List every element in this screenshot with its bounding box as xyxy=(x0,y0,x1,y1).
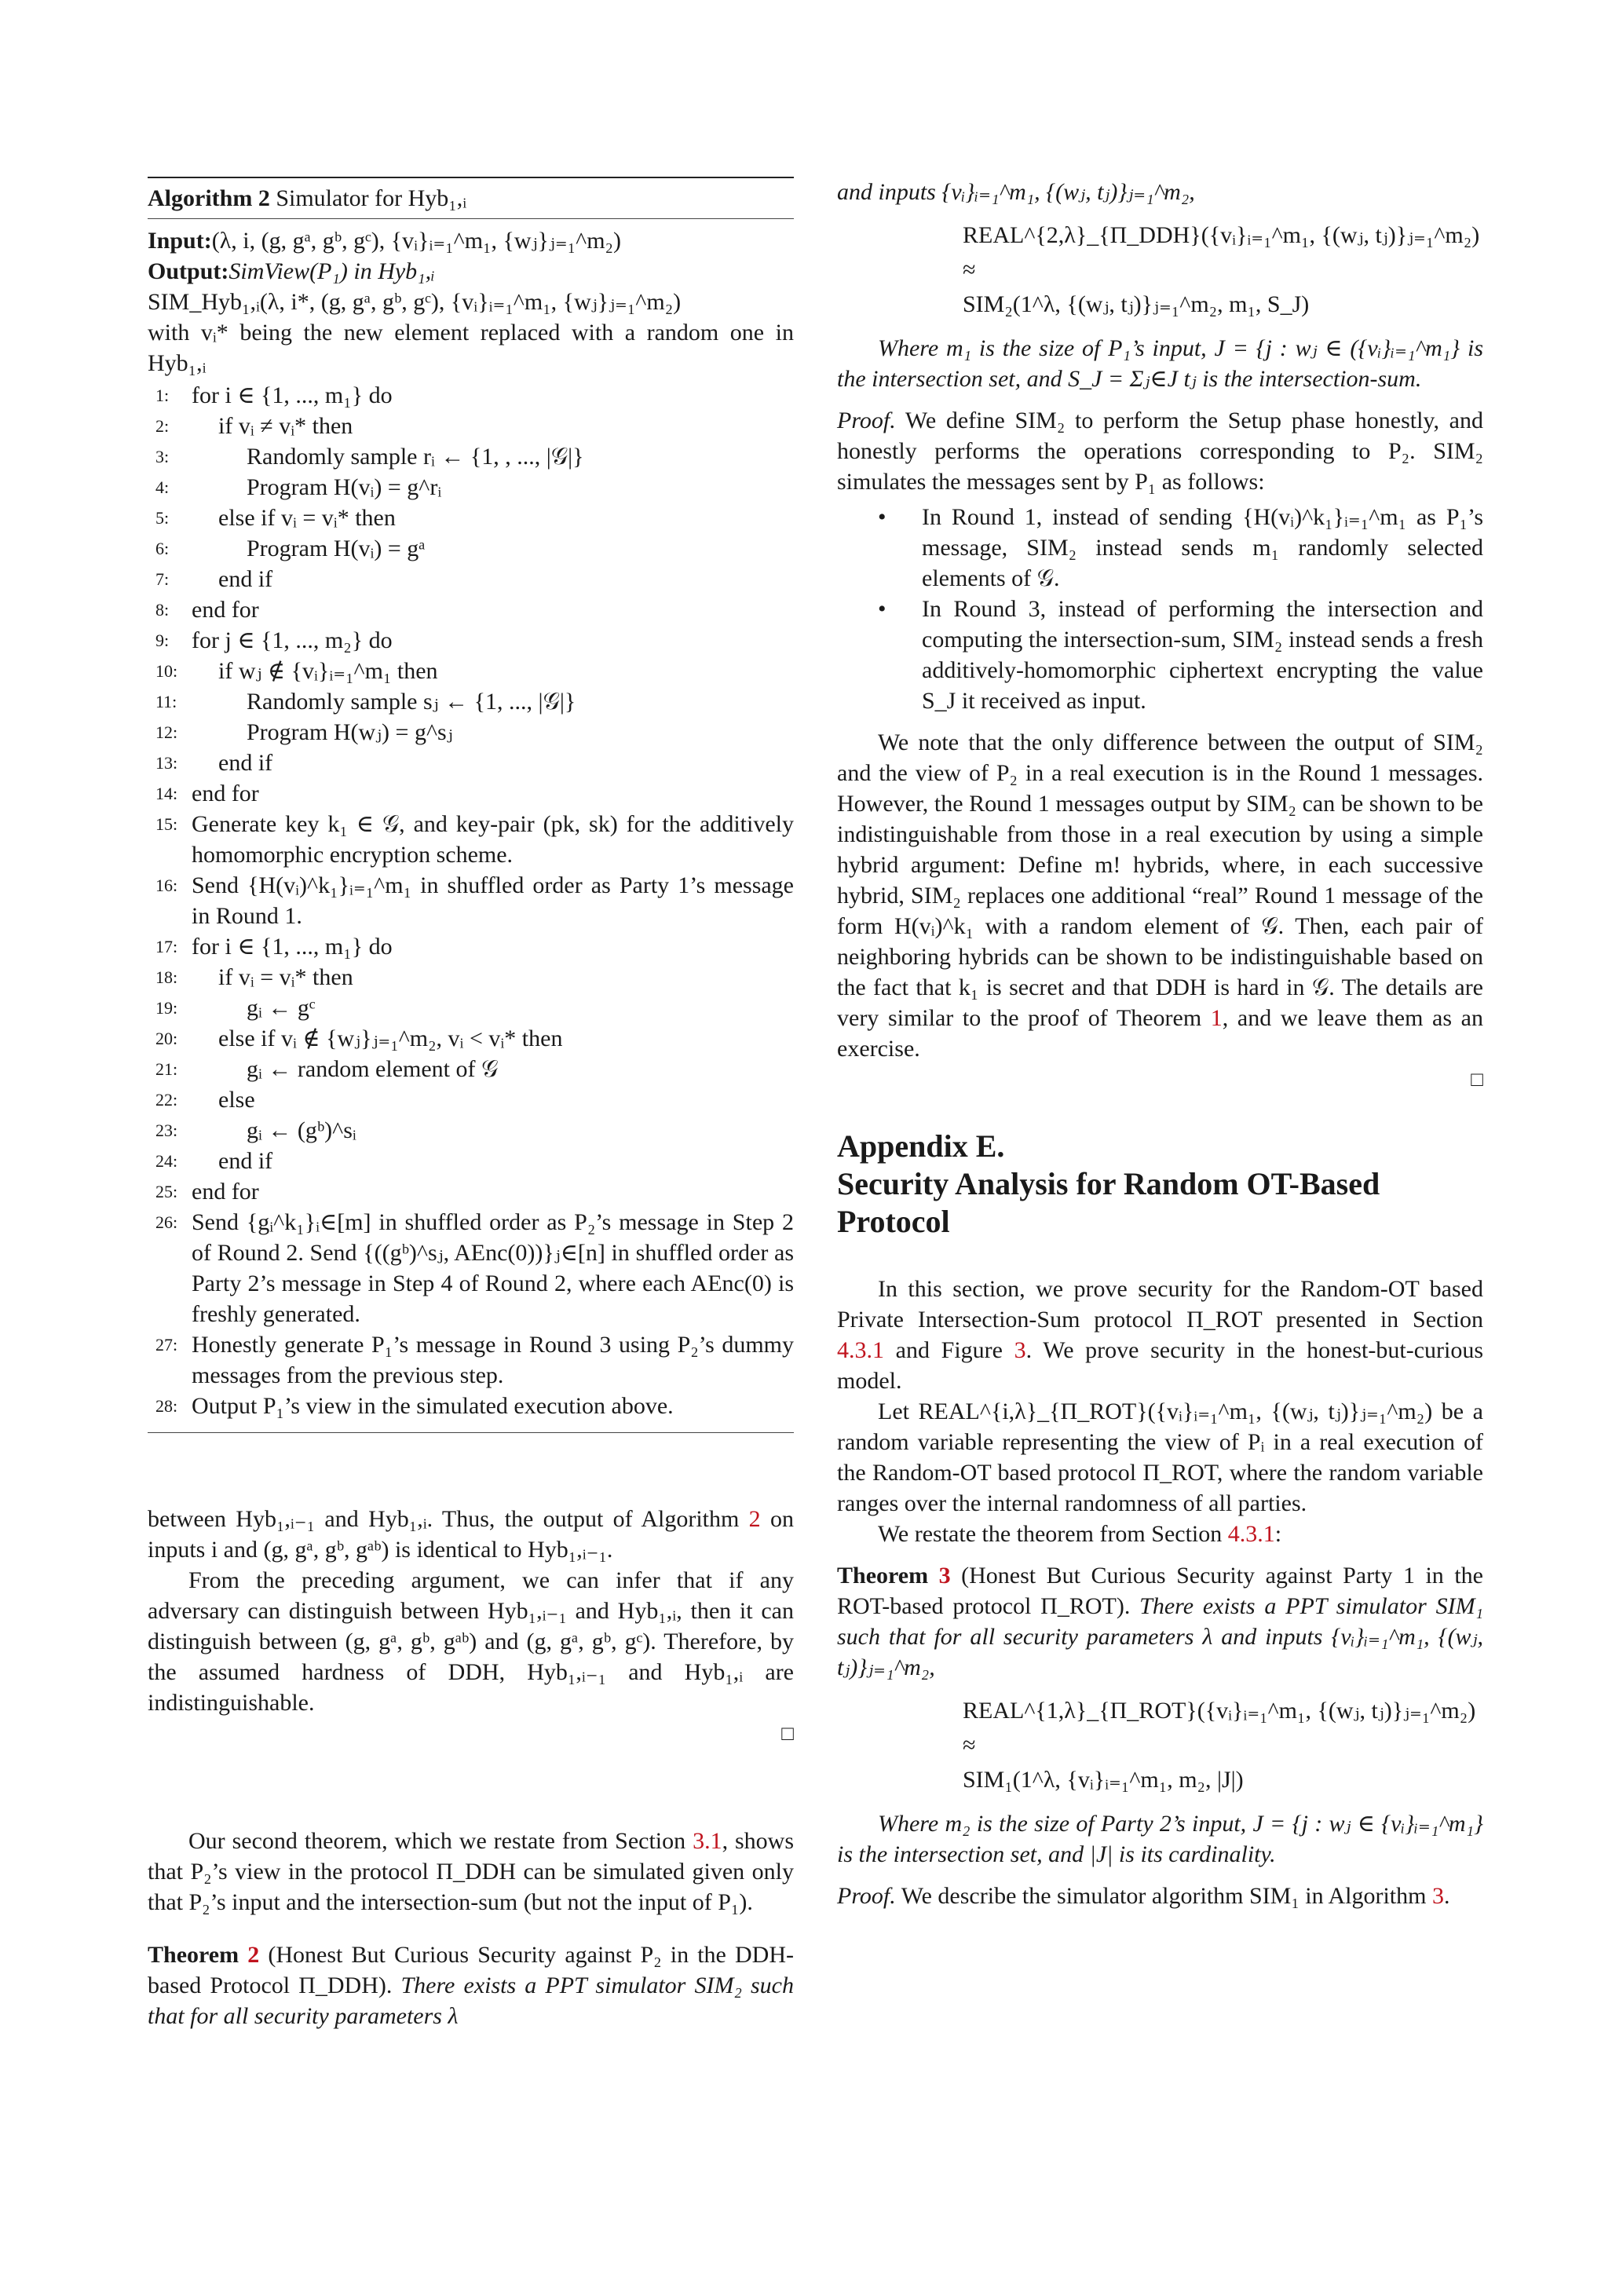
theorem-title: (Honest But Curious Security against Party 1 in the ROT-based protocol Π_ROT). xyxy=(837,1563,1483,1619)
paragraph-section-intro xyxy=(837,1274,1483,1396)
equation-ddh xyxy=(837,218,1483,322)
line-text: else if vᵢ = vᵢ* then xyxy=(218,505,396,531)
line-number: 15: xyxy=(155,814,178,834)
line-text: else if vᵢ ∉ {wⱼ}ⱼ₌₁^m₂, vᵢ < vᵢ* then xyxy=(218,1026,563,1051)
theorem-ref-link[interactable]: 1 xyxy=(1210,1005,1223,1031)
theorem-2 xyxy=(148,1940,794,2031)
line-number: 25: xyxy=(155,1182,178,1201)
line-text: end if xyxy=(218,750,273,776)
output-value: SimView(P₁) in Hyb₁,ᵢ xyxy=(228,258,435,284)
line-text: Randomly sample rᵢ ← {1, , ..., |𝒢|} xyxy=(247,444,584,470)
equation-line: SIM₂(1^λ, {(wⱼ, tⱼ)}ⱼ₌₁^m₂, m₁, S_J) xyxy=(963,291,1310,317)
line-text: for i ∈ {1, ..., m₁} do xyxy=(192,934,393,960)
line-text: Honestly generate P₁’s message in Round 3 using P₂’s dummy messages from the previous step. xyxy=(192,1332,794,1388)
equation-line: SIM₁(1^λ, {vᵢ}ᵢ₌₁^m₁, m₂, |J|) xyxy=(963,1767,1244,1793)
line-number: 6: xyxy=(155,539,170,558)
line-number: 9: xyxy=(155,631,170,650)
bullet-icon: • xyxy=(878,504,886,530)
equation-rot xyxy=(837,1694,1483,1797)
appendix-heading-line2: Security Analysis for Random OT-Based Protocol xyxy=(837,1166,1380,1239)
algorithm-output-line3: with vᵢ* being the new element replaced with a random one in Hyb₁,ᵢ xyxy=(148,320,794,376)
theorem-title: (Honest But Curious Security against P₂ in the DDH-based Protocol Π_DDH). xyxy=(148,1942,795,1998)
output-label: Output: xyxy=(148,258,229,284)
line-text: for j ∈ {1, ..., m₂} do xyxy=(192,627,393,653)
algorithm-line xyxy=(148,380,794,411)
algorithm-line xyxy=(148,993,794,1023)
line-text: gᵢ ← gᶜ xyxy=(247,995,316,1021)
line-number: 22: xyxy=(155,1090,178,1110)
text-span: and Figure xyxy=(895,1337,1003,1363)
line-number: 23: xyxy=(155,1121,178,1140)
algorithm-line xyxy=(148,870,794,931)
equation-approx: ≈ xyxy=(963,1732,976,1758)
input-label: Input: xyxy=(148,228,212,254)
paragraph-restate xyxy=(837,1519,1483,1549)
line-number: 26: xyxy=(155,1212,178,1232)
section-ref-link[interactable]: 4.3.1 xyxy=(1227,1521,1275,1547)
line-number: 27: xyxy=(155,1335,178,1355)
algorithm-line xyxy=(148,809,794,870)
algorithm-line xyxy=(148,1084,794,1115)
text-span: In Round 3, instead of performing the intersection and computing the intersection-sum, SIM₂ instead sends a fresh additively-homomorphic ciphertext encrypting the value S_J it received as input. xyxy=(922,596,1483,714)
line-text: gᵢ ← random element of 𝒢 xyxy=(247,1056,499,1082)
line-text: end if xyxy=(218,566,273,592)
line-number: 19: xyxy=(155,998,178,1018)
line-number: 12: xyxy=(155,722,178,742)
theorem-body: There exists a PPT simulator SIM₁ such that for all security parameters λ and inputs {vᵢ}ᵢ₌₁^m₁, {(wⱼ, tⱼ)}ⱼ₌₁^m₂, xyxy=(837,1593,1484,1680)
algorithm-line xyxy=(148,1146,794,1176)
line-number: 20: xyxy=(155,1029,178,1048)
algorithm-line xyxy=(148,1023,794,1054)
equation-line: REAL^{2,λ}_{Π_DDH}({vᵢ}ᵢ₌₁^m₁, {(wⱼ, tⱼ)}ⱼ₌₁^m₂) xyxy=(963,222,1480,248)
proof-bullet-list xyxy=(837,502,1483,716)
algorithm-ref-link[interactable]: 2 xyxy=(748,1506,761,1532)
text-span: We describe the simulator algorithm SIM₁ in Algorithm xyxy=(901,1883,1427,1909)
line-text: end if xyxy=(218,1148,273,1174)
line-number: 13: xyxy=(155,753,178,773)
line-text: Send {H(vᵢ)^k₁}ᵢ₌₁^m₁ in shuffled order as Party 1’s message in Round 1. xyxy=(192,872,794,929)
line-text: Program H(vᵢ) = g^rᵢ xyxy=(247,474,442,500)
line-text: for i ∈ {1, ..., m₁} do xyxy=(192,382,393,408)
text-span: In this section, we prove security for the Random-OT based Private Intersection-Sum protocol Π_ROT presented in Section xyxy=(837,1276,1483,1333)
line-number: 10: xyxy=(155,661,178,681)
line-text: Randomly sample sⱼ ← {1, ..., |𝒢|} xyxy=(247,689,576,715)
qed-symbol: □ xyxy=(1471,1068,1483,1091)
proof-sim2 xyxy=(837,405,1483,497)
line-text: gᵢ ← (gᵇ)^sᵢ xyxy=(247,1117,356,1143)
algorithm-line xyxy=(148,748,794,778)
line-number: 8: xyxy=(155,600,170,620)
line-number: 17: xyxy=(155,937,178,956)
line-number: 7: xyxy=(155,569,170,589)
algorithm-line xyxy=(148,1329,794,1391)
text-span: From the preceding argument, we can infer that if any adversary can distinguish between Hyb₁,ᵢ₋₁ and Hyb₁,ᵢ, then it can distinguish between (g, gᵃ, gᵇ, gᵃᵇ) and (g, gᵃ, gᵇ, gᶜ). Therefore, by the assumed hardness of DDH, Hyb₁,ᵢ₋₁ and Hyb₁,ᵢ are indistinguishable. xyxy=(148,1567,794,1716)
bullet-icon: • xyxy=(878,596,886,622)
line-text: end for xyxy=(192,597,259,623)
line-number: 28: xyxy=(155,1396,178,1416)
text-span: , and we leave them as an exercise. xyxy=(837,1005,1483,1062)
algorithm-line xyxy=(148,1176,794,1207)
line-text: if vᵢ = vᵢ* then xyxy=(218,964,353,990)
algorithm-line xyxy=(148,931,794,962)
text-span: In Round 1, instead of sending {H(vᵢ)^k₁}ᵢ₌₁^m₁ as P₁’s message, SIM₂ instead sends m₁ randomly selected elements of 𝒢. xyxy=(922,504,1483,591)
line-number: 3: xyxy=(155,447,170,466)
algorithm-line xyxy=(148,962,794,993)
algorithm-line xyxy=(148,656,794,686)
list-item xyxy=(837,502,1483,594)
line-text: Generate key k₁ ∈ 𝒢, and key-pair (pk, sk) for the additively homomorphic encryption scheme. xyxy=(192,811,794,868)
line-number: 21: xyxy=(155,1059,178,1079)
algorithm-lines xyxy=(148,380,794,1421)
theorem-3-where: Where m₂ is the size of Party 2’s input, J = {j : wⱼ ∈ {vᵢ}ᵢ₌₁^m₁} is the intersection set, and |J| is its cardinality. xyxy=(837,1811,1483,1867)
line-number: 18: xyxy=(155,967,178,987)
algorithm-line xyxy=(148,1054,794,1084)
appendix-heading-line1: Appendix E. xyxy=(837,1128,1005,1164)
line-number: 2: xyxy=(155,416,170,436)
text-span: Our second theorem, which we restate from Section xyxy=(188,1828,686,1854)
list-item xyxy=(837,594,1483,716)
algorithm-line xyxy=(148,1391,794,1421)
algorithm-line xyxy=(148,625,794,656)
algorithm-caption xyxy=(148,178,794,218)
proof-label: Proof. xyxy=(837,1883,896,1909)
line-number: 16: xyxy=(155,876,178,895)
text-span: : xyxy=(1274,1521,1282,1547)
figure-ref-link[interactable]: 3 xyxy=(1014,1337,1026,1363)
algorithm-line xyxy=(148,533,794,564)
algorithm-caption-label: Algorithm 2 xyxy=(148,185,270,211)
theorem-ref-link[interactable]: 2 xyxy=(247,1942,260,1968)
proof-label: Proof. xyxy=(837,408,896,433)
algorithm-line xyxy=(148,1115,794,1146)
paragraph-preceding-argument xyxy=(148,1565,794,1749)
line-text: Program H(vᵢ) = gᵃ xyxy=(247,536,426,561)
text-span: We note that the only difference between the output of SIM₂ and the view of P₂ in a real execution is in the Round 1 messages. However, the Round 1 messages output by SIM₂ can be shown to be indistinguishable from those in a real execution by using a simple hybrid argument: Define m! hybrids, where, in each successive hybrid, SIM₂ replaces one additional “real” Round 1 message of the form H(vᵢ)^k₁ with a random element of 𝒢. Then, each pair of neighboring hybrids can be shown to be indistinguishable based on the fact that k₁ is secret and that DDH is hard in 𝒢. The details are very similar to the proof of Theorem xyxy=(837,729,1483,1031)
line-text: end for xyxy=(192,1179,259,1205)
section-ref-link[interactable]: 3.1 xyxy=(693,1828,722,1854)
algorithm-line xyxy=(148,441,794,472)
theorem-2-where: Where m₁ is the size of P₁’s input, J = {j : wⱼ ∈ ({vᵢ}ᵢ₌₁^m₁} is the intersection set, and S_J = Σⱼ∈J tⱼ is the intersection-sum. xyxy=(837,335,1483,392)
text-span: on inputs i and (g, gᵃ, gᵇ, gᵃᵇ) is identical to Hyb₁,ᵢ₋₁. xyxy=(148,1506,794,1563)
paragraph-real-variable: Let REAL^{i,λ}_{Π_ROT}({vᵢ}ᵢ₌₁^m₁, {(wⱼ, tⱼ)}ⱼ₌₁^m₂) be a random variable representing the view of Pᵢ in a real execution of the Random-OT based protocol Π_ROT, where the random variable ranges over the internal randomness of all parties. xyxy=(837,1398,1483,1516)
algorithm-line xyxy=(148,778,794,809)
algorithm-line xyxy=(148,594,794,625)
equation-approx: ≈ xyxy=(963,257,976,283)
theorem-ref-link[interactable]: 3 xyxy=(938,1563,951,1589)
text-span: . xyxy=(1443,1883,1450,1909)
proof-sim1 xyxy=(837,1881,1483,1911)
right-column xyxy=(837,177,1483,1911)
line-text: end for xyxy=(192,781,259,806)
line-number: 14: xyxy=(155,784,178,803)
text-span: We restate the theorem from Section xyxy=(878,1521,1223,1547)
algorithm-line xyxy=(148,503,794,533)
algorithm-output-line2: SIM_Hyb₁,ᵢ(λ, i*, (g, gᵃ, gᵇ, gᶜ), {vᵢ}ᵢ₌₁^m₁, {wⱼ}ⱼ₌₁^m₂) xyxy=(148,289,682,315)
algorithm-input xyxy=(148,225,794,256)
paragraph-note xyxy=(837,727,1483,1095)
qed-symbol: □ xyxy=(781,1722,794,1745)
algorithm-line xyxy=(148,411,794,441)
input-value: (λ, i, (g, gᵃ, gᵇ, gᶜ), {vᵢ}ᵢ₌₁^m₁, {wⱼ}ⱼ₌₁^m₂) xyxy=(211,228,621,254)
algorithm-line xyxy=(148,717,794,748)
line-text: Program H(wⱼ) = g^sⱼ xyxy=(247,719,453,745)
paragraph-hybrid-conclusion xyxy=(148,1504,794,1565)
algorithm-ref-link[interactable]: 3 xyxy=(1431,1883,1444,1909)
line-text: if wⱼ ∉ {vᵢ}ᵢ₌₁^m₁ then xyxy=(218,658,438,684)
left-column xyxy=(148,177,794,2031)
line-text: else xyxy=(218,1087,255,1113)
text-span: between Hyb₁,ᵢ₋₁ and Hyb₁,ᵢ. Thus, the output of Algorithm xyxy=(148,1506,740,1532)
section-ref-link[interactable]: 4.3.1 xyxy=(837,1337,884,1363)
line-number: 1: xyxy=(155,386,170,405)
algorithm-output xyxy=(148,256,794,287)
theorem-body: There exists a PPT simulator SIM₂ such that for all security parameters λ xyxy=(148,1972,794,2029)
theorem-3 xyxy=(837,1560,1483,1683)
theorem-label: Theorem xyxy=(148,1942,239,1968)
theorem-label: Theorem xyxy=(837,1563,929,1589)
line-number: 11: xyxy=(155,692,177,711)
line-text: Send {gᵢ^k₁}ᵢ∈[m] in shuffled order as P₂’s message in Step 2 of Round 2. Send {((gᵇ)^sⱼ, AEnc(0))}ⱼ∈[n] in shuffled order as Party 2’s message in Step 4 of Round 2, where each AEnc(0) is freshly generated. xyxy=(192,1209,794,1327)
line-text: Output P₁’s view in the simulated execution above. xyxy=(192,1393,674,1419)
algorithm-line xyxy=(148,472,794,503)
algorithm-line xyxy=(148,1207,794,1329)
algorithm-line xyxy=(148,686,794,717)
algorithm-line xyxy=(148,564,794,594)
text-span: . We prove security in the honest-but-curious model. xyxy=(837,1337,1484,1394)
text-span: , shows that P₂’s view in the protocol Π_DDH can be simulated given only that P₂’s input and the intersection-sum (but not the input of P₁). xyxy=(148,1828,795,1915)
line-number: 4: xyxy=(155,477,170,497)
text-span: We define SIM₂ to perform the Setup phase honestly, and honestly performs the operations corresponding to P₂. SIM₂ simulates the messages sent by P₁ as follows: xyxy=(837,408,1483,495)
line-number: 5: xyxy=(155,508,170,528)
line-number: 24: xyxy=(155,1151,178,1171)
line-text: if vᵢ ≠ vᵢ* then xyxy=(218,413,353,439)
algorithm-caption-title: Simulator for Hyb₁,ᵢ xyxy=(276,185,467,211)
theorem-2-continuation: and inputs {vᵢ}ᵢ₌₁^m₁, {(wⱼ, tⱼ)}ⱼ₌₁^m₂, xyxy=(837,179,1195,205)
appendix-heading xyxy=(837,1128,1483,1241)
paragraph-second-theorem xyxy=(148,1826,794,1918)
equation-line: REAL^{1,λ}_{Π_ROT}({vᵢ}ᵢ₌₁^m₁, {(wⱼ, tⱼ)}ⱼ₌₁^m₂) xyxy=(963,1698,1476,1724)
algorithm-header xyxy=(148,219,794,378)
